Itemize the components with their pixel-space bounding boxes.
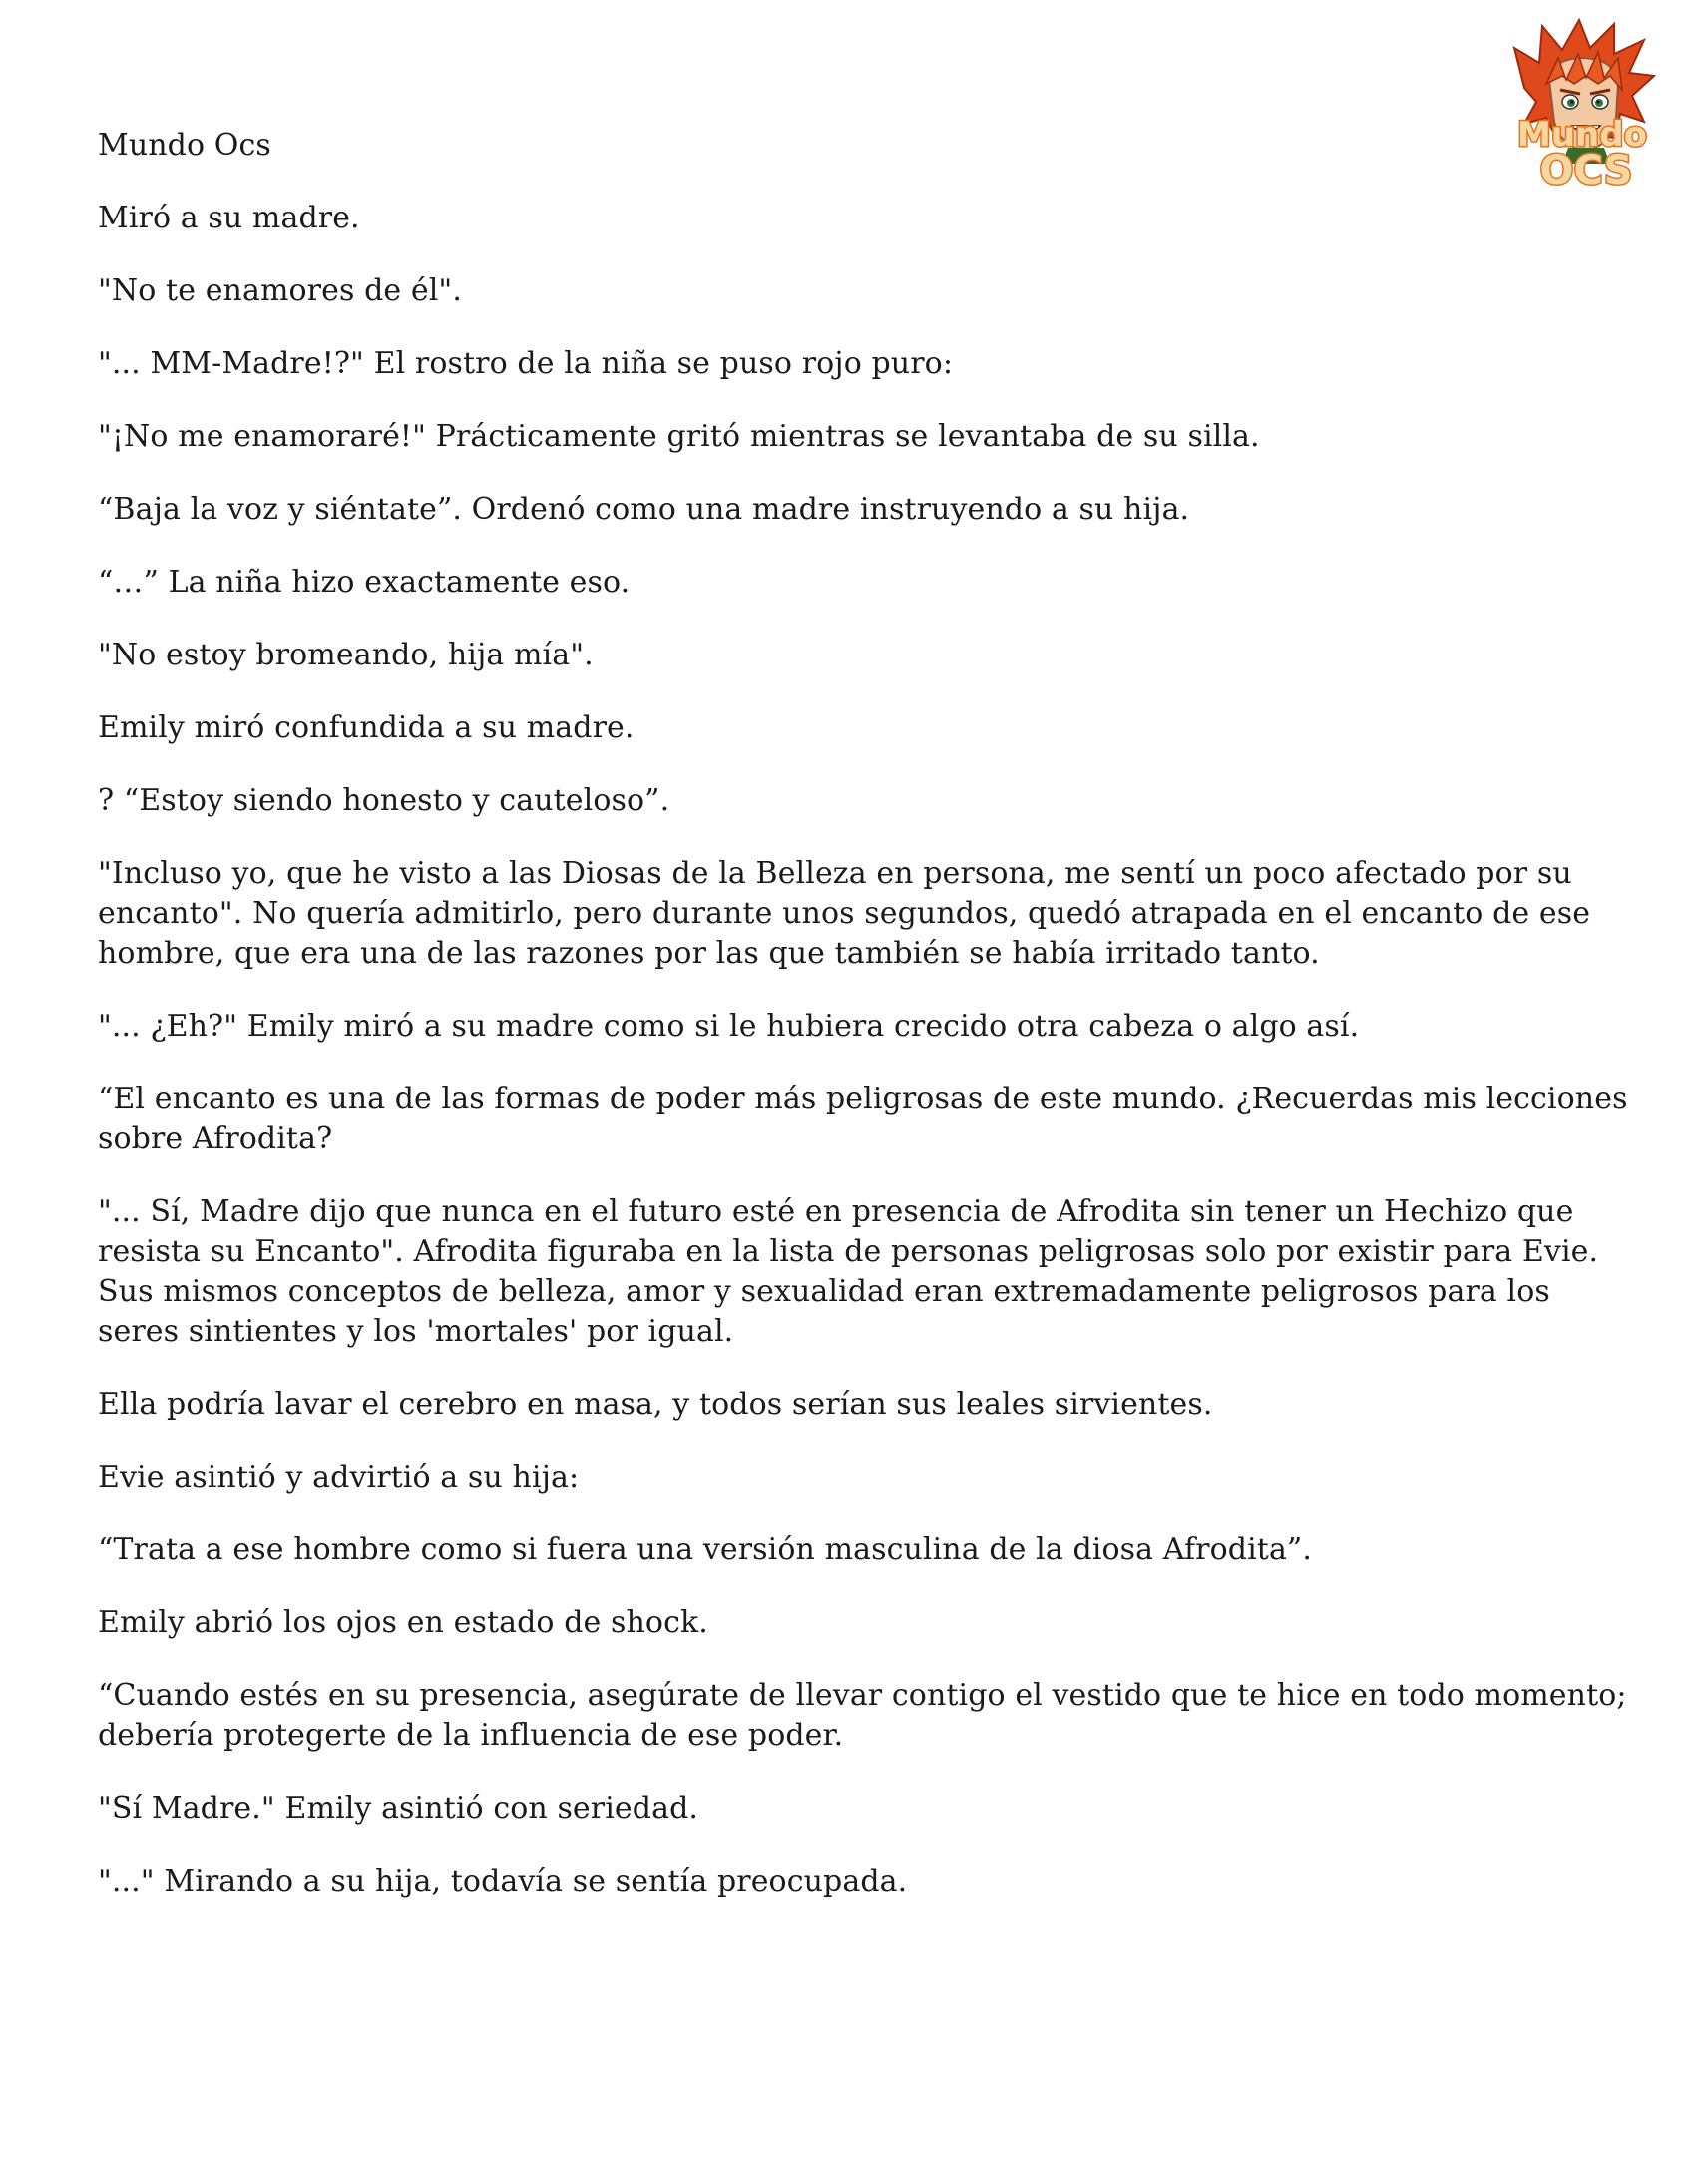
logo-text-line1: Mundo (1517, 115, 1647, 155)
paragraph: Emily miró confundida a su madre. (98, 710, 635, 745)
paragraph: "... Sí, Madre dijo que nunca en el futuro esté en presencia de Afrodita sin tener un Hechizo que resista su Encanto". Afrodita figuraba en la lista de personas peligrosas solo por existir para Evie. Sus mismos conceptos de belleza, amor y sexualidad eran extremadamente peligrosos para los seres sintientes y los 'mortales' por igual. (98, 1194, 1599, 1349)
document-header: Mundo Ocs (98, 128, 271, 163)
paragraph: Miró a su madre. (98, 201, 360, 235)
logo-text-line2: OCS (1539, 148, 1633, 194)
paragraph: “…” La niña hizo exactamente eso. (98, 565, 631, 600)
paragraph: Evie asintió y advirtió a su hija: (98, 1460, 580, 1495)
paragraph: “Cuando estés en su presencia, asegúrate de llevar contigo el vestido que te hice en todo momento; debería protegerte de la influencia de ese poder. (98, 1678, 1627, 1753)
paragraph: ? “Estoy siendo honesto y cauteloso”. (98, 783, 670, 818)
paragraph: “Baja la voz y siéntate”. Ordenó como una madre instruyendo a su hija. (98, 492, 1190, 527)
paragraph: Emily abrió los ojos en estado de shock. (98, 1605, 708, 1640)
paragraph: "¡No me enamoraré!" Prácticamente gritó mientras se levantaba de su silla. (98, 419, 1260, 454)
paragraph: "Sí Madre." Emily asintió con seriedad. (98, 1791, 699, 1826)
paragraph: Ella podría lavar el cerebro en masa, y todos serían sus leales sirvientes. (98, 1387, 1213, 1422)
paragraph: "Incluso yo, que he visto a las Diosas de la Belleza en persona, me sentí un poco afectado por su encanto". No quería admitirlo, pero durante unos segundos, quedó atrapada en el encanto de ese hombre, que era una de las razones por las que también se había irritado tanto. (98, 856, 1591, 971)
paragraph: "... ¿Eh?" Emily miró a su madre como si le hubiera crecido otra cabeza o algo así. (98, 1009, 1360, 1044)
document-body (98, 126, 1639, 1935)
paragraph: “El encanto es una de las formas de poder más peligrosas de este mundo. ¿Recuerdas mis lecciones sobre Afrodita? (98, 1082, 1628, 1156)
paragraph: "..." Mirando a su hija, todavía se sentía preocupada. (98, 1864, 908, 1899)
paragraph: "... MM-Madre!?" El rostro de la niña se puso rojo puro: (98, 346, 954, 381)
paragraph: "No estoy bromeando, hija mía". (98, 638, 594, 672)
paragraph: “Trata a ese hombre como si fuera una versión masculina de la diosa Afrodita”. (98, 1532, 1312, 1567)
paragraph: "No te enamores de él". (98, 273, 462, 308)
